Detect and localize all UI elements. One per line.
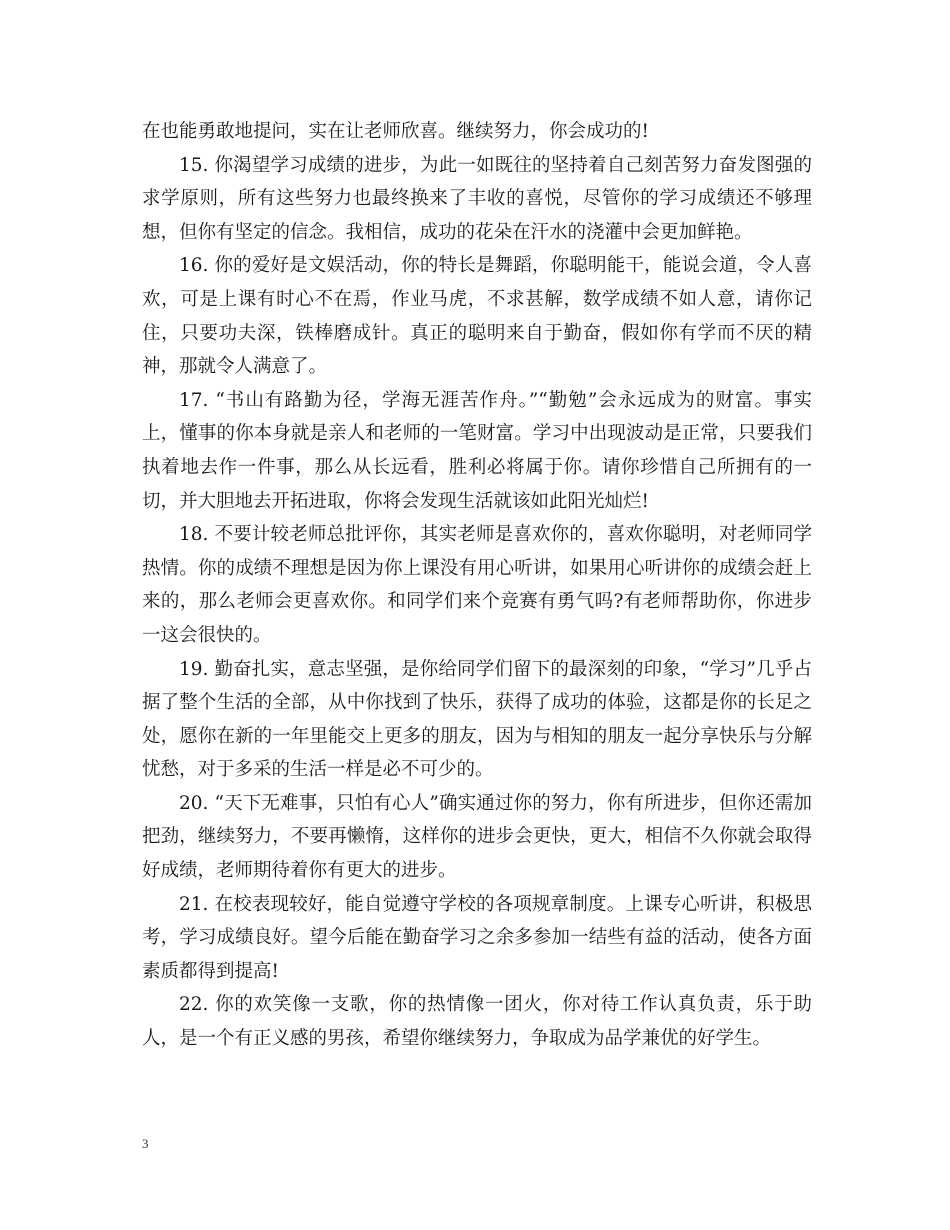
- paragraph-item-18: 18. 不要计较老师总批评你，其实老师是喜欢你的，喜欢你聪明，对老师同学热情。你的成绩不理想是因为你上课没有用心听讲，如果用心听讲你的成绩会赶上来的，那么老师会更喜欢你。和同学们来个竞赛有勇气吗?有老师帮助你，你进步一这会很快的。: [142, 524, 812, 646]
- paragraph-item-15: 15. 你渴望学习成绩的进步，为此一如既往的坚持着自己刻苦努力奋发图强的求学原则，所有这些努力也最终换来了丰收的喜悦，尽管你的学习成绩还不够理想，但你有坚定的信念。我相信，成功的花朵在汗水的浇灌中会更加鲜艳。: [142, 154, 812, 243]
- paragraph-item-20: 20. “天下无难事，只怕有心人”确实通过你的努力，你有所进步，但你还需加把劲，继续努力，不要再懒惰，这样你的进步会更快，更大，相信不久你就会取得好成绩，老师期待着你有更大的进步。: [142, 792, 812, 882]
- paragraph-continuation: 在也能勇敢地提问，实在让老师欣喜。继续努力，你会成功的!: [142, 121, 649, 142]
- paragraph-item-16: 16. 你的爱好是文娱活动，你的特长是舞蹈，你聪明能干，能说会道，令人喜欢，可是上课有时心不在焉，作业马虎，不求甚解，数学成绩不如人意，请你记住，只要功夫深，铁棒磨成针。真正的聪明来自于勤奋，假如你有学而不厌的精神，那就令人满意了。: [142, 255, 812, 378]
- paragraph-item-17: 17. “书山有路勤为径，学海无涯苦作舟。”“勤勉”会永远成为的财富。事实上，懂事的你本身就是亲人和老师的一笔财富。学习中出现波动是正常，只要我们执着地去作一件事，那么从长远看，胜利必将属于你。请你珍惜自己所拥有的一切，并大胆地去开拓进取，你将会发现生活就该如此阳光灿烂!: [142, 389, 812, 512]
- page-number: 3: [142, 1136, 149, 1151]
- paragraph-item-19: 19. 勤奋扎实，意志坚强，是你给同学们留下的最深刻的印象，“学习”几乎占据了整个生活的全部，从中你找到了快乐，获得了成功的体验，这都是你的长足之处，愿你在新的一年里能交上更多的朋友，因为与相知的朋友一起分享快乐与分解忧愁，对于多采的生活一样是必不可少的。: [142, 658, 812, 781]
- paragraph-item-21: 21. 在校表现较好，能自觉遵守学校的各项规章制度。上课专心听讲，积极思考，学习成绩良好。望今后能在勤奋学习之余多参加一结些有益的活动，使各方面素质都得到提高!: [142, 893, 812, 982]
- paragraph-item-22: 22. 你的欢笑像一支歌，你的热情像一团火，你对待工作认真负责，乐于助人，是一个有正义感的男孩，希望你继续努力，争取成为品学兼优的好学生。: [142, 994, 812, 1050]
- document-body: [142, 115, 812, 1056]
